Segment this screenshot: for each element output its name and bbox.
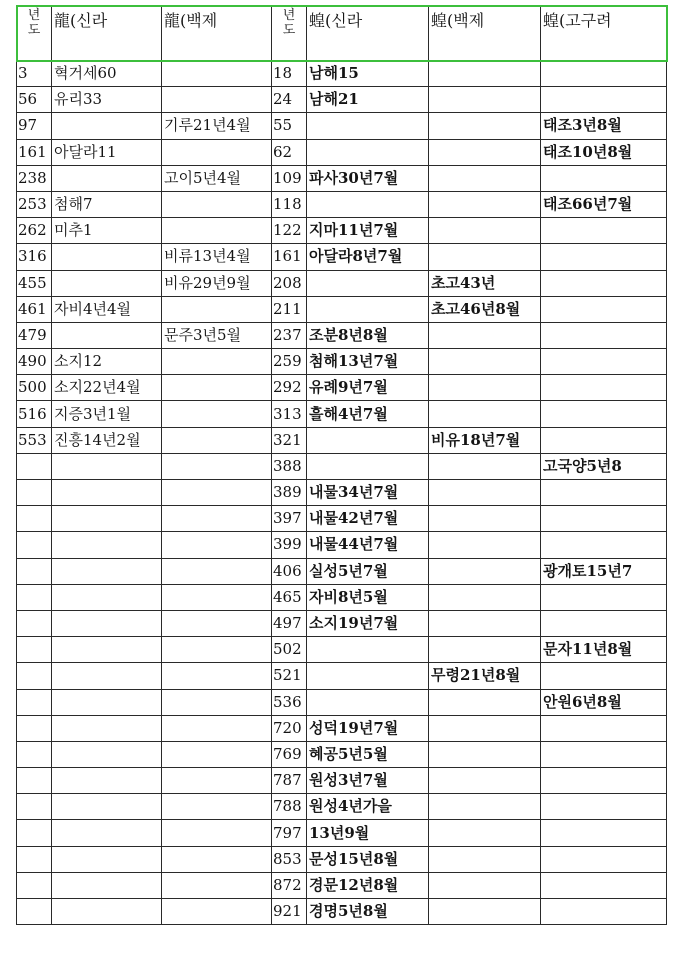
locust-baekje-cell [429, 558, 541, 584]
dragon-year-cell: 516 [17, 401, 52, 427]
locust-baekje-cell [429, 401, 541, 427]
dragon-silla-cell: 자비4년4월 [52, 296, 162, 322]
dragon-baekje-cell [162, 820, 272, 846]
dragon-silla-cell [52, 794, 162, 820]
locust-year-cell: 122 [272, 218, 307, 244]
dragon-silla-cell [52, 741, 162, 767]
locust-year-cell: 502 [272, 637, 307, 663]
dragon-baekje-cell [162, 558, 272, 584]
locust-year-cell: 720 [272, 715, 307, 741]
dragon-baekje-cell [162, 532, 272, 558]
dragon-silla-cell [52, 453, 162, 479]
locust-silla-cell: 내물34년7월 [307, 480, 429, 506]
locust-goguryeo-cell [541, 87, 667, 113]
dragon-baekje-cell [162, 768, 272, 794]
year-header-2-line-2: 도 [282, 23, 296, 38]
locust-year-cell: 872 [272, 872, 307, 898]
table-row [17, 663, 667, 689]
dragon-baekje-cell [162, 296, 272, 322]
record-sheet [16, 5, 666, 943]
dragon-year-cell [17, 872, 52, 898]
table-row [17, 296, 667, 322]
dragon-silla-cell [52, 637, 162, 663]
dragon-year-cell: 262 [17, 218, 52, 244]
locust-baekje-cell [429, 139, 541, 165]
table-row [17, 191, 667, 217]
table-row [17, 846, 667, 872]
locust-silla-cell [307, 113, 429, 139]
locust-silla-cell: 경명5년8월 [307, 899, 429, 925]
table-row [17, 61, 667, 87]
dragon-silla-cell [52, 715, 162, 741]
locust-silla-cell: 첨해13년7월 [307, 349, 429, 375]
table-row [17, 270, 667, 296]
dragon-baekje-cell [162, 191, 272, 217]
locust-year-cell: 388 [272, 453, 307, 479]
table-row [17, 820, 667, 846]
dragon-silla-cell [52, 558, 162, 584]
dragon-year-cell: 553 [17, 427, 52, 453]
table-row [17, 349, 667, 375]
locust-goguryeo-cell [541, 768, 667, 794]
dragon-silla-cell [52, 165, 162, 191]
table-row [17, 453, 667, 479]
dragon-year-cell [17, 480, 52, 506]
locust-silla-cell: 내물44년7월 [307, 532, 429, 558]
dragon-baekje-cell: 고이5년4월 [162, 165, 272, 191]
table-row [17, 532, 667, 558]
dragon-year-cell [17, 689, 52, 715]
table-row [17, 375, 667, 401]
table-row [17, 427, 667, 453]
locust-silla-cell: 혜공5년5월 [307, 741, 429, 767]
locust-goguryeo-cell [541, 375, 667, 401]
table-row [17, 637, 667, 663]
dragon-silla-cell [52, 506, 162, 532]
dragon-baekje-cell [162, 427, 272, 453]
locust-year-cell: 797 [272, 820, 307, 846]
locust-year-cell: 521 [272, 663, 307, 689]
dragon-baekje-cell [162, 663, 272, 689]
locust-goguryeo-cell: 태조66년7월 [541, 191, 667, 217]
locust-year-cell: 406 [272, 558, 307, 584]
dragon-year-cell [17, 899, 52, 925]
dragon-baekje-cell [162, 610, 272, 636]
locust-goguryeo-cell: 광개토15년7 [541, 558, 667, 584]
table-row [17, 584, 667, 610]
locust-goguryeo-cell [541, 480, 667, 506]
dragon-silla-cell: 소지12 [52, 349, 162, 375]
locust-silla-cell [307, 637, 429, 663]
dragon-year-cell: 461 [17, 296, 52, 322]
dragon-baekje-cell [162, 741, 272, 767]
locust-year-cell: 389 [272, 480, 307, 506]
locust-baekje-cell [429, 349, 541, 375]
locust-baekje-cell [429, 218, 541, 244]
locust-baekje-cell [429, 532, 541, 558]
locust-year-cell: 62 [272, 139, 307, 165]
locust-silla-cell: 문성15년8월 [307, 846, 429, 872]
dragon-silla-cell [52, 270, 162, 296]
dragon-year-cell: 500 [17, 375, 52, 401]
locust-silla-cell: 실성5년7월 [307, 558, 429, 584]
locust-baekje-cell [429, 741, 541, 767]
dragon-baekje-cell [162, 846, 272, 872]
locust-baekje-cell: 초고43년 [429, 270, 541, 296]
locust-silla-header: 蝗(신라 [307, 6, 429, 61]
dragon-baekje-cell [162, 375, 272, 401]
table-row [17, 558, 667, 584]
dragon-silla-cell [52, 663, 162, 689]
dragon-baekje-cell [162, 899, 272, 925]
locust-goguryeo-cell [541, 663, 667, 689]
locust-silla-cell [307, 139, 429, 165]
locust-baekje-cell: 무령21년8월 [429, 663, 541, 689]
locust-baekje-cell [429, 244, 541, 270]
dragon-silla-cell: 미추1 [52, 218, 162, 244]
locust-year-cell: 536 [272, 689, 307, 715]
dragon-baekje-cell [162, 61, 272, 87]
locust-baekje-cell [429, 165, 541, 191]
dragon-year-cell: 455 [17, 270, 52, 296]
dragon-year-cell: 97 [17, 113, 52, 139]
dragon-baekje-cell [162, 480, 272, 506]
dragon-baekje-cell [162, 794, 272, 820]
dragon-baekje-cell [162, 637, 272, 663]
dragon-silla-cell [52, 689, 162, 715]
table-row [17, 610, 667, 636]
dragon-silla-cell [52, 610, 162, 636]
locust-goguryeo-cell [541, 532, 667, 558]
table-row [17, 401, 667, 427]
locust-baekje-cell [429, 87, 541, 113]
dragon-year-cell: 253 [17, 191, 52, 217]
dragon-baekje-cell [162, 584, 272, 610]
table-row [17, 872, 667, 898]
dragon-baekje-header: 龍(백제 [162, 6, 272, 61]
dragon-year-cell [17, 768, 52, 794]
dragon-baekje-cell [162, 218, 272, 244]
dragon-baekje-cell [162, 872, 272, 898]
dragon-silla-cell [52, 113, 162, 139]
locust-year-cell: 853 [272, 846, 307, 872]
dragon-silla-cell: 아달라11 [52, 139, 162, 165]
locust-goguryeo-cell [541, 61, 667, 87]
locust-year-cell: 769 [272, 741, 307, 767]
table-row [17, 794, 667, 820]
locust-silla-cell: 유례9년7월 [307, 375, 429, 401]
dragon-baekje-cell [162, 87, 272, 113]
locust-silla-cell [307, 296, 429, 322]
locust-goguryeo-cell [541, 244, 667, 270]
locust-silla-cell [307, 453, 429, 479]
dragon-baekje-cell [162, 453, 272, 479]
dragon-year-cell [17, 846, 52, 872]
locust-goguryeo-cell: 태조10년8월 [541, 139, 667, 165]
locust-year-cell: 211 [272, 296, 307, 322]
dragon-year-cell [17, 558, 52, 584]
locust-year-cell: 788 [272, 794, 307, 820]
locust-year-cell: 24 [272, 87, 307, 113]
locust-goguryeo-cell [541, 270, 667, 296]
dragon-baekje-cell: 문주3년5월 [162, 322, 272, 348]
dragon-baekje-cell [162, 506, 272, 532]
table-row [17, 899, 667, 925]
table-row [17, 741, 667, 767]
dragon-year-cell [17, 453, 52, 479]
locust-goguryeo-cell [541, 401, 667, 427]
locust-year-cell: 397 [272, 506, 307, 532]
locust-goguryeo-cell [541, 349, 667, 375]
locust-goguryeo-cell [541, 794, 667, 820]
locust-year-cell: 259 [272, 349, 307, 375]
locust-baekje-cell [429, 480, 541, 506]
dragon-silla-cell: 첨해7 [52, 191, 162, 217]
locust-silla-cell: 자비8년5월 [307, 584, 429, 610]
locust-year-cell: 465 [272, 584, 307, 610]
dragon-year-cell: 3 [17, 61, 52, 87]
locust-silla-cell [307, 689, 429, 715]
locust-year-cell: 292 [272, 375, 307, 401]
locust-baekje-cell [429, 113, 541, 139]
dragon-baekje-cell [162, 715, 272, 741]
locust-baekje-cell [429, 637, 541, 663]
locust-year-cell: 208 [272, 270, 307, 296]
dragon-year-cell: 238 [17, 165, 52, 191]
locust-goguryeo-header: 蝗(고구려 [541, 6, 667, 61]
locust-silla-cell [307, 663, 429, 689]
locust-goguryeo-cell [541, 872, 667, 898]
locust-baekje-cell [429, 375, 541, 401]
table-row [17, 165, 667, 191]
locust-year-cell: 55 [272, 113, 307, 139]
dragon-silla-cell: 유리33 [52, 87, 162, 113]
dragon-silla-cell [52, 480, 162, 506]
locust-year-cell: 313 [272, 401, 307, 427]
locust-baekje-cell [429, 610, 541, 636]
dragon-baekje-cell [162, 689, 272, 715]
locust-goguryeo-cell [541, 715, 667, 741]
table-row [17, 113, 667, 139]
locust-year-cell: 321 [272, 427, 307, 453]
locust-goguryeo-cell: 태조3년8월 [541, 113, 667, 139]
locust-baekje-cell [429, 846, 541, 872]
dragon-silla-cell [52, 584, 162, 610]
locust-year-cell: 787 [272, 768, 307, 794]
dragon-year-cell [17, 794, 52, 820]
locust-goguryeo-cell [541, 610, 667, 636]
header-row [17, 6, 667, 61]
dragon-year-cell: 490 [17, 349, 52, 375]
locust-baekje-cell [429, 872, 541, 898]
locust-silla-cell: 지마11년7월 [307, 218, 429, 244]
dragon-silla-cell [52, 244, 162, 270]
locust-silla-cell: 원성3년7월 [307, 768, 429, 794]
locust-goguryeo-cell [541, 218, 667, 244]
locust-baekje-cell [429, 899, 541, 925]
locust-baekje-cell: 비유18년7월 [429, 427, 541, 453]
records-table [16, 5, 667, 925]
dragon-silla-cell [52, 322, 162, 348]
dragon-year-cell [17, 715, 52, 741]
locust-baekje-cell [429, 768, 541, 794]
locust-goguryeo-cell [541, 741, 667, 767]
year-header-line-1: 년 [27, 8, 41, 23]
locust-goguryeo-cell [541, 506, 667, 532]
locust-goguryeo-cell [541, 296, 667, 322]
dragon-year-cell [17, 610, 52, 636]
year-header-line-2: 도 [27, 23, 41, 38]
year-header-2 [272, 6, 307, 61]
locust-silla-cell: 성덕19년7월 [307, 715, 429, 741]
dragon-baekje-cell [162, 349, 272, 375]
locust-goguryeo-cell [541, 846, 667, 872]
dragon-year-cell [17, 506, 52, 532]
dragon-year-cell [17, 532, 52, 558]
locust-baekje-cell [429, 453, 541, 479]
locust-year-cell: 921 [272, 899, 307, 925]
locust-year-cell: 109 [272, 165, 307, 191]
locust-silla-cell: 남해21 [307, 87, 429, 113]
dragon-silla-header: 龍(신라 [52, 6, 162, 61]
locust-year-cell: 497 [272, 610, 307, 636]
locust-year-cell: 399 [272, 532, 307, 558]
dragon-silla-cell: 소지22년4월 [52, 375, 162, 401]
dragon-silla-cell [52, 872, 162, 898]
dragon-silla-cell: 진흥14년2월 [52, 427, 162, 453]
year-header [17, 6, 52, 61]
locust-silla-cell: 파사30년7월 [307, 165, 429, 191]
dragon-year-cell: 316 [17, 244, 52, 270]
dragon-silla-cell [52, 768, 162, 794]
locust-goguryeo-cell [541, 165, 667, 191]
dragon-silla-cell: 지증3년1월 [52, 401, 162, 427]
dragon-baekje-cell [162, 139, 272, 165]
locust-silla-cell [307, 427, 429, 453]
dragon-silla-cell [52, 820, 162, 846]
table-row [17, 506, 667, 532]
dragon-year-cell: 479 [17, 322, 52, 348]
locust-goguryeo-cell [541, 427, 667, 453]
locust-year-cell: 161 [272, 244, 307, 270]
table-row [17, 768, 667, 794]
locust-baekje-cell [429, 61, 541, 87]
dragon-year-cell [17, 663, 52, 689]
locust-goguryeo-cell [541, 820, 667, 846]
locust-baekje-cell [429, 715, 541, 741]
locust-goguryeo-cell: 고국양5년8 [541, 453, 667, 479]
dragon-year-cell: 56 [17, 87, 52, 113]
dragon-baekje-cell: 비유29년9월 [162, 270, 272, 296]
locust-year-cell: 237 [272, 322, 307, 348]
locust-year-cell: 118 [272, 191, 307, 217]
table-body [17, 61, 667, 925]
locust-baekje-cell: 초고46년8월 [429, 296, 541, 322]
locust-goguryeo-cell [541, 899, 667, 925]
dragon-year-cell [17, 584, 52, 610]
dragon-silla-cell [52, 899, 162, 925]
table-row [17, 715, 667, 741]
dragon-year-cell [17, 637, 52, 663]
table-row [17, 689, 667, 715]
locust-silla-cell: 경문12년8월 [307, 872, 429, 898]
locust-goguryeo-cell: 문자11년8월 [541, 637, 667, 663]
locust-baekje-cell [429, 689, 541, 715]
dragon-baekje-cell: 기루21년4월 [162, 113, 272, 139]
dragon-baekje-cell: 비류13년4월 [162, 244, 272, 270]
locust-goguryeo-cell: 안원6년8월 [541, 689, 667, 715]
locust-silla-cell: 소지19년7월 [307, 610, 429, 636]
locust-baekje-header: 蝗(백제 [429, 6, 541, 61]
locust-baekje-cell [429, 506, 541, 532]
dragon-silla-cell [52, 846, 162, 872]
locust-baekje-cell [429, 820, 541, 846]
locust-silla-cell: 조분8년8월 [307, 322, 429, 348]
dragon-silla-cell: 혁거세60 [52, 61, 162, 87]
locust-year-cell: 18 [272, 61, 307, 87]
locust-baekje-cell [429, 191, 541, 217]
locust-baekje-cell [429, 584, 541, 610]
table-row [17, 218, 667, 244]
locust-silla-cell: 아달라8년7월 [307, 244, 429, 270]
table-row [17, 244, 667, 270]
locust-silla-cell: 13년9월 [307, 820, 429, 846]
locust-goguryeo-cell [541, 322, 667, 348]
locust-silla-cell [307, 191, 429, 217]
dragon-year-cell [17, 741, 52, 767]
table-row [17, 87, 667, 113]
locust-silla-cell: 흘해4년7월 [307, 401, 429, 427]
dragon-silla-cell [52, 532, 162, 558]
locust-baekje-cell [429, 322, 541, 348]
locust-silla-cell: 내물42년7월 [307, 506, 429, 532]
locust-baekje-cell [429, 794, 541, 820]
dragon-year-cell [17, 820, 52, 846]
locust-silla-cell [307, 270, 429, 296]
locust-silla-cell: 남해15 [307, 61, 429, 87]
locust-silla-cell: 원성4년가을 [307, 794, 429, 820]
dragon-baekje-cell [162, 401, 272, 427]
table-row [17, 480, 667, 506]
table-row [17, 322, 667, 348]
year-header-2-line-1: 년 [282, 8, 296, 23]
table-row [17, 139, 667, 165]
dragon-year-cell: 161 [17, 139, 52, 165]
locust-goguryeo-cell [541, 584, 667, 610]
